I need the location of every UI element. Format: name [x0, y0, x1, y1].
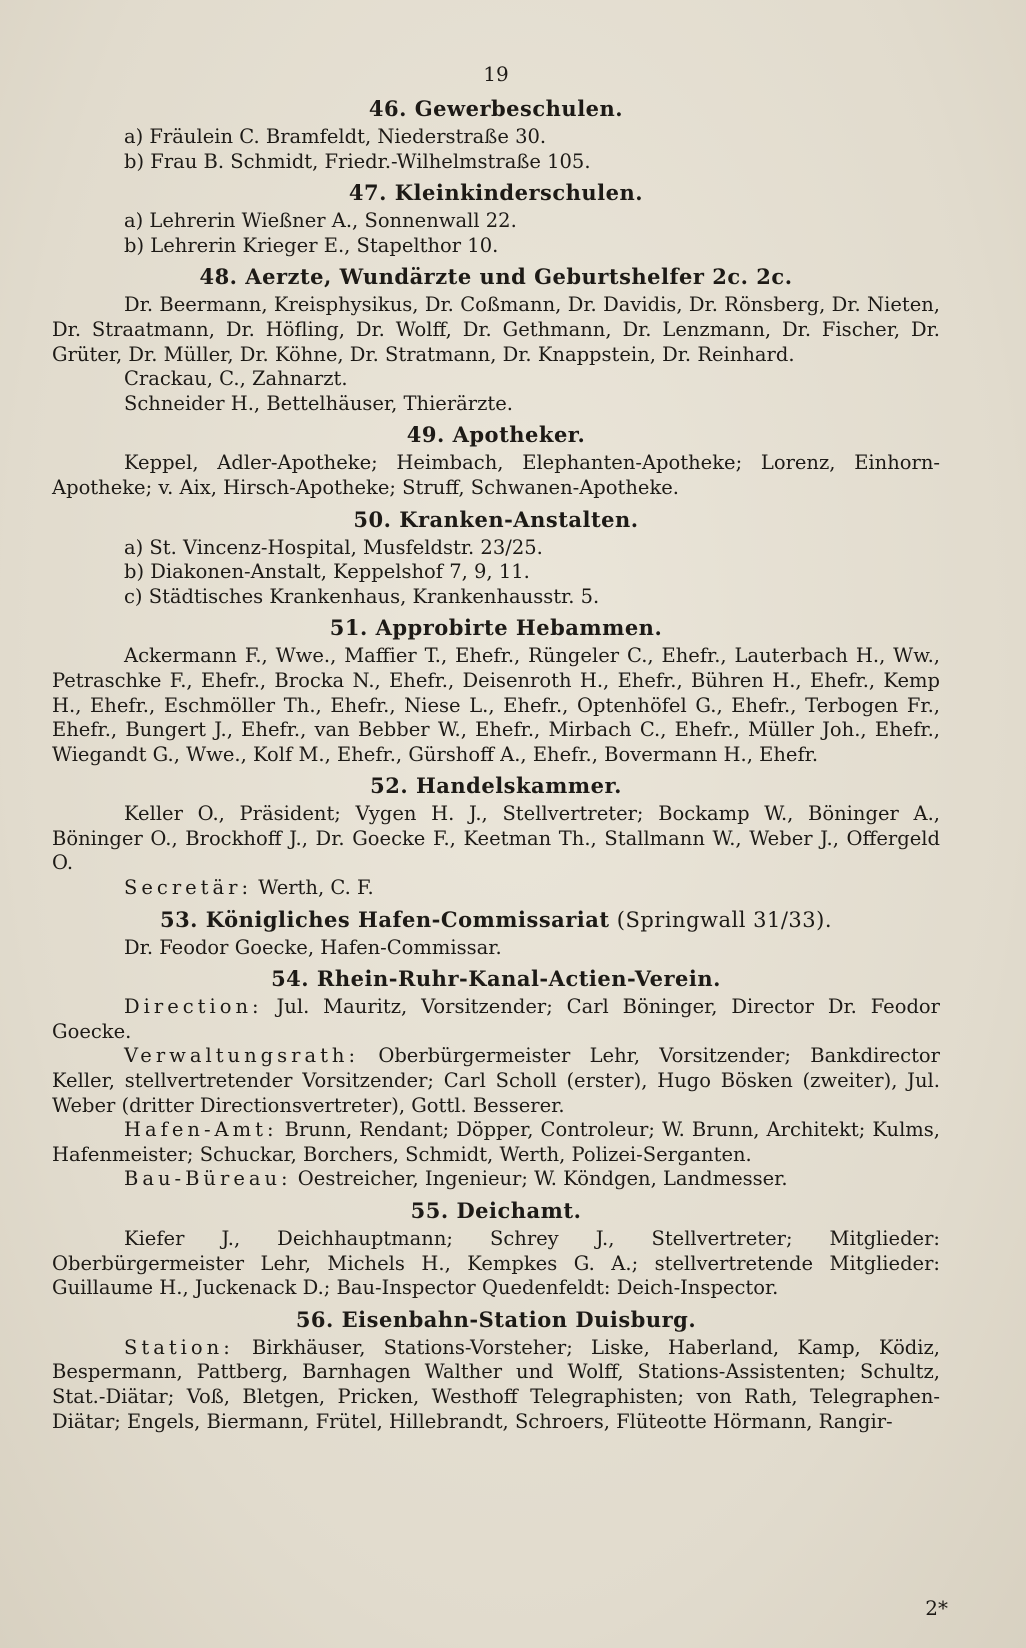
paragraph: Crackau, C., Zahnarzt.	[124, 367, 348, 391]
line-label: Station:	[124, 1335, 234, 1359]
line-text: Oberbürgermeister Lehr, Vorsitzender; Bankdirector Keller, stellvertretender Vorsitzender; Carl Scholl (erster), Hugo Bösken (zweiter), Jul. Weber (dritter Directionsvertreter), Gottl. Besserer.	[52, 1044, 940, 1117]
list-item: b) Diakonen-Anstalt, Keppelshof 7, 9, 11.	[124, 560, 530, 584]
labeled-line	[52, 876, 940, 901]
section-46	[52, 96, 940, 174]
section-55	[52, 1198, 940, 1301]
list-item: a) Lehrerin Wießner A., Sonnenwall 22.	[124, 209, 517, 233]
labeled-paragraph	[52, 1118, 940, 1167]
section-47	[52, 180, 940, 258]
section-heading: 47. Kleinkinderschulen.	[348, 180, 644, 206]
labeled-paragraph	[52, 1044, 940, 1118]
section-49	[52, 422, 940, 500]
section-heading: 52. Handelskammer.	[370, 773, 622, 799]
section-53	[52, 907, 940, 961]
section-heading: 55. Deichamt.	[410, 1198, 582, 1223]
line-text: Oestreicher, Ingenieur; W. Köndgen, Landmesser.	[291, 1167, 788, 1191]
line-text: Birkhäuser, Stations-Vorsteher; Liske, Haberland, Kamp, Ködiz, Bespermann, Pattberg, Barnhagen Walther und Wolff, Stations-Assistenten; Schultz, Stat.-Diätar; Voß, Bletgen, Pricken, Westhoff Telegraphisten; von Rath, Telegraphen-Diätar; Engels, Biermann, Frütel, Hillebrandt, Schroers, Flüteotte Hörmann, Rangir-	[52, 1335, 940, 1433]
page-number: 19	[483, 62, 509, 86]
paragraph: Schneider H., Bettelhäuser, Thierärzte.	[124, 391, 513, 415]
section-50	[52, 507, 940, 610]
paragraph: Keppel, Adler-Apotheke; Heimbach, Elephanten-Apotheke; Lorenz, Einhorn-Apotheke; v. Aix, Hirsch-Apotheke; Struff, Schwanen-Apotheke.	[52, 451, 940, 499]
labeled-paragraph	[52, 1167, 940, 1192]
line-text: Dr. Feodor Goecke, Hafen-Commissar.	[124, 935, 502, 959]
line-label: Hafen-Amt:	[124, 1118, 278, 1142]
list-item: b) Lehrerin Krieger E., Stapelthor 10.	[124, 233, 499, 257]
section-heading: 51. Approbirte Hebammen.	[329, 615, 663, 641]
list-item: c) Städtisches Krankenhaus, Krankenhausstr. 5.	[124, 584, 600, 608]
line-text: Jul. Mauritz, Vorsitzender; Carl Böninger, Director Dr. Feodor Goecke.	[52, 995, 940, 1043]
section-52	[52, 773, 940, 900]
labeled-paragraph	[52, 995, 940, 1044]
heading-title: 53. Königliches Hafen-Commissariat	[159, 906, 610, 932]
section-heading: 50. Kranken-Anstalten.	[353, 506, 639, 532]
labeled-line	[52, 936, 940, 961]
list-item: a) St. Vincenz-Hospital, Musfeldstr. 23/25.	[124, 535, 543, 559]
section-heading: 46. Gewerbeschulen.	[368, 96, 624, 121]
section-heading: 54. Rhein-Ruhr-Kanal-Actien-Verein.	[271, 966, 721, 992]
paragraph: Kiefer J., Deichhauptmann; Schrey J., Stellvertreter; Mitglieder: Oberbürgermeister Lehr, Michels H., Kempkes G. A.; stellvertretende Mitglieder: Guillaume H., Juckenack D.; Bau-Inspector Quedenfeldt: Deich-Inspector.	[52, 1227, 940, 1300]
section-heading: 56. Eisenbahn-Station Duisburg.	[295, 1306, 697, 1332]
labeled-paragraph	[52, 1336, 940, 1434]
section-heading: 48. Aerzte, Wundärzte und Geburtshelfer 2c. 2c.	[199, 264, 793, 290]
paragraph: Keller O., Präsident; Vygen H. J., Stellvertreter; Bockamp W., Böninger A., Böninger O., Brockhoff J., Dr. Goecke F., Keetman Th., Stallmann W., Weber J., Offergeld O.	[52, 802, 940, 875]
section-heading: 49. Apotheker.	[406, 422, 586, 448]
section-51	[52, 615, 940, 767]
line-text: Werth, C. F.	[252, 876, 374, 900]
section-54	[52, 966, 940, 1192]
paragraph: Dr. Beermann, Kreisphysikus, Dr. Coßmann, Dr. Davidis, Dr. Rönsberg, Dr. Nieten, Dr. Straatmann, Dr. Höfling, Dr. Wolff, Dr. Gethmann, Dr. Lenzmann, Dr. Fischer, Dr. Grüter, Dr. Müller, Dr. Köhne, Dr. Stratmann, Dr. Knappstein, Dr. Reinhard.	[52, 293, 940, 366]
list-item: a) Fräulein C. Bramfeldt, Niederstraße 30.	[124, 125, 547, 148]
line-text: Brunn, Rendant; Döpper, Controleur; W. Brunn, Architekt; Kulms, Hafenmeister; Schuckar, Borchers, Schmidt, Werth, Polizei-Serganten.	[52, 1118, 940, 1166]
signature-mark: 2*	[925, 1596, 948, 1620]
line-label: Secretär:	[124, 876, 253, 900]
paragraph: Ackermann F., Wwe., Maffier T., Ehefr., Rüngeler C., Ehefr., Lauterbach H., Ww., Petraschke F., Ehefr., Brocka N., Ehefr., Deisenroth H., Ehefr., Bühren H., Ehefr., Kemp H., Ehefr., Eschmöller Th., Ehefr., Niese L., Ehefr., Optenhöfel G., Ehefr., Terbogen Fr., Ehefr., Bungert J., Ehefr., van Bebber W., Ehefr., Mirbach C., Ehefr., Müller Joh., Ehefr., Wiegandt G., Wwe., Kolf M., Ehefr., Gürshoff A., Ehefr., Bovermann H., Ehefr.	[52, 644, 940, 766]
line-label: Direction:	[124, 995, 263, 1019]
list-item: b) Frau B. Schmidt, Friedr.-Wilhelmstraße 105.	[124, 149, 591, 173]
line-label: Bau-Büreau:	[124, 1167, 292, 1191]
section-heading	[52, 907, 940, 932]
section-48	[52, 264, 940, 416]
section-56	[52, 1307, 940, 1434]
heading-address: (Springwall 31/33).	[609, 907, 833, 932]
line-label: Verwaltungsrath:	[124, 1044, 360, 1068]
